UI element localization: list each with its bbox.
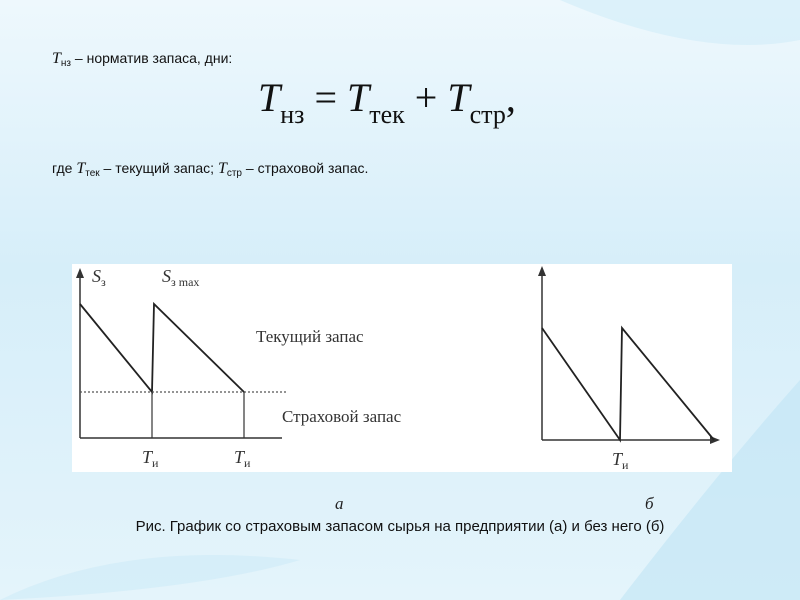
formula-plus: + [404, 75, 448, 120]
formula-equals: = [304, 75, 347, 120]
chart-b-sawtooth [542, 328, 714, 440]
formula-lhs-sub: нз [280, 100, 305, 129]
diagram-panel [72, 264, 732, 472]
tnz-subscript: нз [60, 58, 72, 69]
definition-text: – норматив запаса, дни: [71, 50, 233, 66]
chart-a-x-tick-2: $T_и$ [234, 447, 251, 470]
ttek-subscript: тек [85, 168, 100, 179]
formula-term2-sub: стр [469, 100, 506, 129]
label-a: а [335, 494, 344, 513]
ttek-description: – текущий запас; [99, 160, 218, 176]
chart-a [76, 266, 402, 470]
chart-a-sawtooth [80, 304, 244, 392]
tstr-description: – страховой запас. [242, 160, 369, 176]
chart-a-x-tick-1: $T_и$ [142, 447, 159, 470]
formula-term1-sub: тек [369, 100, 405, 129]
chart-b-y-arrow [538, 266, 546, 276]
label-b: б [645, 494, 654, 513]
formula-term1: T [347, 75, 370, 120]
figure-caption: Рис. График со страховым запасом сырья на предприятии (а) и без него (б) [135, 518, 665, 535]
where-line [52, 160, 368, 179]
definition-line [52, 50, 232, 69]
chart-b [538, 266, 720, 472]
chart-a-safety-stock-label: Страховой запас [282, 407, 402, 426]
ttek-symbol: T [76, 160, 86, 177]
formula-term2: T [447, 75, 470, 120]
chart-a-peak-label: $S_{з max}$ [162, 266, 200, 289]
tstr-subscript: стр [226, 168, 242, 179]
formula [258, 74, 516, 130]
tstr-symbol: T [217, 160, 227, 177]
chart-a-y-arrow [76, 268, 84, 278]
inventory-diagrams [72, 264, 732, 472]
formula-comma: , [505, 75, 516, 120]
chart-a-y-label: $S_з$ [92, 266, 106, 289]
chart-a-current-stock-label: Текущий запас [256, 327, 364, 346]
chart-b-x-tick: $T_и$ [612, 449, 629, 472]
tnz-symbol: T [52, 50, 61, 67]
where-prefix: где [52, 160, 77, 176]
formula-lhs: T [258, 75, 281, 120]
